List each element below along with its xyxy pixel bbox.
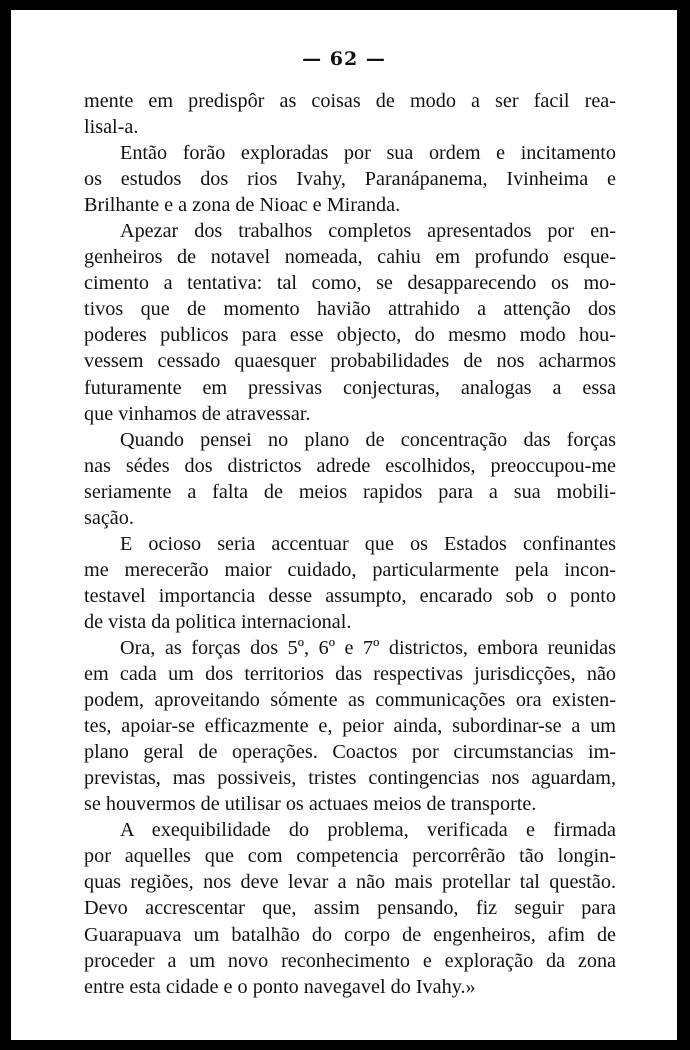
- text-line: quas regiões, nos deve levar a não mais protellar tal questão.: [84, 871, 616, 894]
- text-line: futuramente em pressivas conjecturas, analogas a essa: [84, 376, 616, 399]
- text-line: tes, apoiar-se efficazmente e, peior ainda, subordinar-se a um: [84, 715, 616, 738]
- text-line: Guarapuava um batalhão do corpo de engenheiros, afim de: [84, 923, 616, 946]
- page-number: — 62 —: [302, 48, 386, 70]
- text-line: proceder a um novo reconhecimento e exploração da zona: [84, 949, 616, 972]
- text-line: Apezar dos trabalhos completos apresentados por en-: [120, 220, 616, 243]
- text-line: testavel importancia desse assumpto, encarado sob o ponto: [84, 584, 616, 607]
- text-line: me merecerão maior cuidado, particularmente pela incon-: [84, 558, 616, 581]
- text-line: em cada um dos territorios das respectivas jurisdicções, não: [84, 663, 616, 686]
- text-line: por aquelles que com competencia percorrêrão tão longin-: [84, 845, 616, 868]
- document-page: [11, 10, 677, 1040]
- text-line: tivos que de momento havião attrahido a attenção dos: [84, 298, 616, 321]
- text-line: previstas, mas possiveis, tristes contingencias nos aguardam,: [84, 767, 616, 790]
- text-line: podem, aproveitando sómente as communicações ora existen-: [84, 689, 616, 712]
- text-line: lisal-a.: [84, 116, 139, 139]
- text-line: se houvermos de utilisar os actuaes meios de transporte.: [84, 793, 537, 816]
- text-line: Então forão exploradas por sua ordem e incitamento: [120, 142, 616, 165]
- text-line: vessem cessado quaesquer probabilidades de nos acharmos: [84, 350, 616, 373]
- text-line: que vinhamos de atravessar.: [84, 402, 311, 425]
- text-line: Ora, as forças dos 5º, 6º e 7º districtos, embora reunidas: [120, 636, 616, 659]
- text-line: seriamente a falta de meios rapidos para a sua mobili-: [84, 480, 616, 503]
- text-line: Brilhante e a zona de Nioac e Miranda.: [84, 194, 401, 217]
- text-line: os estudos dos rios Ivahy, Paranápanema, Ivinheima e: [84, 168, 616, 191]
- text-line: genheiros de notavel nomeada, cahiu em profundo esque-: [84, 246, 616, 269]
- text-line: entre esta cidade e o ponto navegavel do Ivahy.»: [84, 975, 476, 998]
- body-text: [84, 88, 616, 1000]
- text-line: Devo accrescentar que, assim pensando, fiz seguir para: [84, 897, 616, 920]
- text-line: de vista da politica internacional.: [84, 610, 352, 633]
- text-line: A exequibilidade do problema, verificada e firmada: [120, 819, 616, 842]
- text-line: E ocioso seria accentuar que os Estados confinantes: [120, 532, 616, 555]
- text-line: nas sédes dos districtos adrede escolhidos, preoccupou-me: [84, 454, 616, 477]
- text-line: poderes publicos para esse objecto, do mesmo modo hou-: [84, 324, 616, 347]
- text-line: mente em predispôr as coisas de modo a ser facil rea-: [84, 90, 616, 112]
- text-line: Quando pensei no plano de concentração das forças: [120, 428, 616, 451]
- text-line: sação.: [84, 506, 134, 529]
- text-line: cimento a tentativa: tal como, se desapparecendo os mo-: [84, 272, 616, 295]
- text-line: plano geral de operações. Coactos por circumstancias im-: [84, 741, 616, 764]
